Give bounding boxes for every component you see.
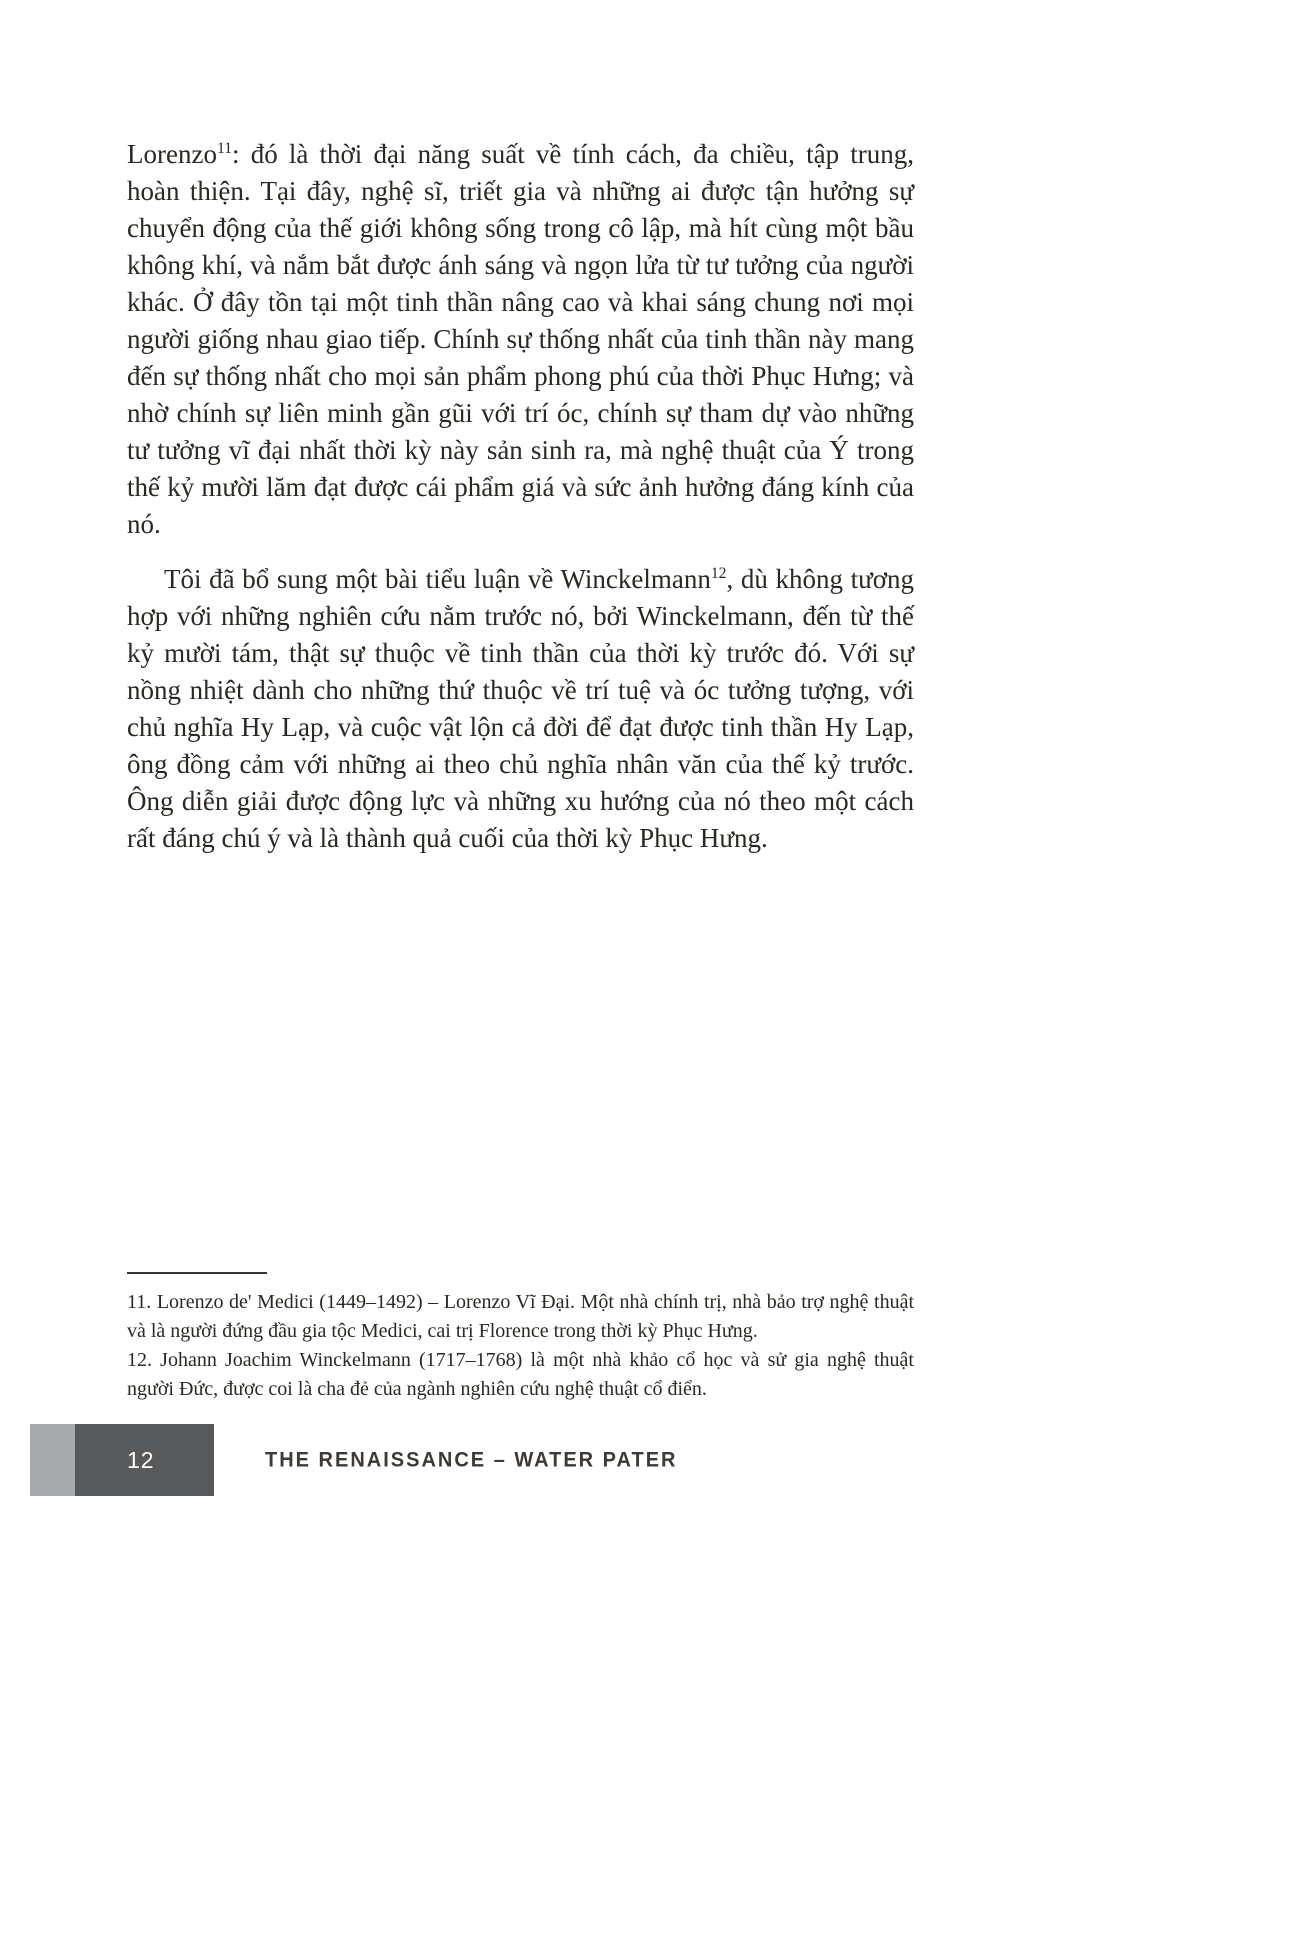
page-body <box>127 136 914 857</box>
paragraph-1-text-rest: : đó là thời đại năng suất về tính cách, đa chiều, tập trung, hoàn thiện. Tại đây, nghệ sĩ, triết gia và những ai được tận hưởng sự chuyển động của thế giới không sống trong cô lập, mà hít cùng một bầu không khí, và nắm bắt được ánh sáng và ngọn lửa từ tư tưởng của người khác. Ở đây tồn tại một tinh thần nâng cao và khai sáng chung nơi mọi người giống nhau giao tiếp. Chính sự thống nhất của tinh thần này mang đến sự thống nhất cho mọi sản phẩm phong phú của thời Phục Hưng; và nhờ chính sự liên minh gần gũi với trí óc, chính sự tham dự vào những tư tưởng vĩ đại nhất thời kỳ này sản sinh ra, mà nghệ thuật của Ý trong thế kỷ mười lăm đạt được cái phẩm giá và sức ảnh hưởng đáng kính của nó. <box>127 139 914 539</box>
paragraph-2-text-start: Tôi đã bổ sung một bài tiểu luận về Winckelmann <box>164 564 711 594</box>
page-number-block <box>75 1424 214 1496</box>
page-footer <box>0 1424 1308 1496</box>
paragraph-2-text-rest: , dù không tương hợp với những nghiên cứu nằm trước nó, bởi Winckelmann, đến từ thế kỷ mười tám, thật sự thuộc về tinh thần của thời kỳ trước đó. Với sự nồng nhiệt dành cho những thứ thuộc về trí tuệ và óc tưởng tượng, với chủ nghĩa Hy Lạp, và cuộc vật lộn cả đời để đạt được tinh thần Hy Lạp, ông đồng cảm với những ai theo chủ nghĩa nhân văn của thế kỷ trước. Ông diễn giải được động lực và những xu hướng của nó theo một cách rất đáng chú ý và là thành quả cuối của thời kỳ Phục Hưng. <box>127 564 914 853</box>
footnote-ref-11: 11 <box>216 140 233 157</box>
page-number: 12 <box>127 1446 155 1473</box>
footnote-12: 12. Johann Joachim Winckelmann (1717–1768) là một nhà khảo cổ học và sử gia nghệ thuật người Đức, được coi là cha đẻ của ngành nghiên cứu nghệ thuật cổ điển. <box>127 1349 914 1400</box>
footnote-separator <box>127 1272 267 1274</box>
paragraph-1 <box>127 136 914 543</box>
footer-accent-bar <box>30 1424 75 1496</box>
paragraph-2 <box>127 561 914 857</box>
running-title: THE RENAISSANCE – WATER PATER <box>265 1447 678 1472</box>
footnotes-section <box>127 1272 914 1404</box>
footnote-ref-12: 12 <box>710 565 727 582</box>
paragraph-1-text-start: Lorenzo <box>127 139 217 169</box>
footnote-11: 11. Lorenzo de' Medici (1449–1492) – Lorenzo Vĩ Đại. Một nhà chính trị, nhà bảo trợ nghệ thuật và là người đứng đầu gia tộc Medici, cai trị Florence trong thời kỳ Phục Hưng. <box>127 1291 914 1342</box>
